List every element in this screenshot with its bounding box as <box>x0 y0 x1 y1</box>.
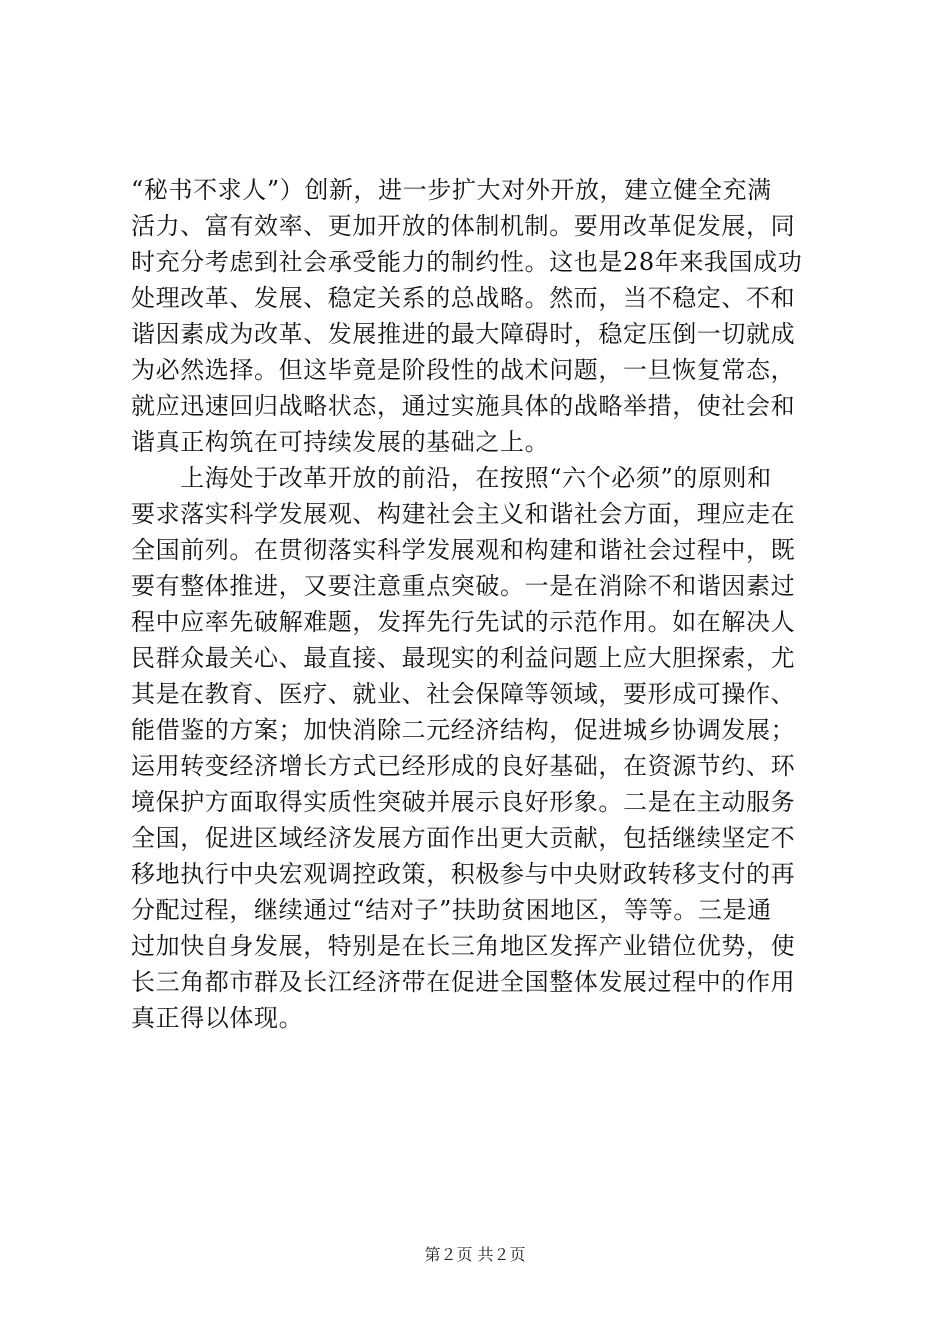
text-line: 境保护方面取得实质性突破并展示良好形象。二是在主动服务 <box>131 788 796 816</box>
text-line: 时充分考虑到社会承受能力的制约性。这也是28年来我国成功 <box>131 248 803 276</box>
text-line: 移地执行中央宏观调控政策，积极参与中央财政转移支付的再 <box>131 860 796 888</box>
text-line: 长三角都市群及长江经济带在促进全国整体发展过程中的作用 <box>131 968 796 996</box>
text-line: 谐真正构筑在可持续发展的基础之上。 <box>131 428 550 456</box>
text-line: 处理改革、发展、稳定关系的总战略。然而，当不稳定、不和 <box>131 284 796 312</box>
text-line: 上海处于改革开放的前沿，在按照“六个必须”的原则和 <box>131 464 772 492</box>
text-line: 民群众最关心、最直接、最现实的利益问题上应大胆探索，尤 <box>131 644 796 672</box>
text-line: 程中应率先破解难题，发挥先行先试的示范作用。如在解决人 <box>131 608 796 636</box>
text-line: 过加快自身发展，特别是在长三角地区发挥产业错位优势，使 <box>131 932 796 960</box>
text-line: 活力、富有效率、更加开放的体制机制。要用改革促发展，同 <box>131 212 796 240</box>
text-line: 真正得以体现。 <box>131 1004 304 1032</box>
document-body <box>131 172 821 1036</box>
text-line: 为必然选择。但这毕竟是阶段性的战术问题，一旦恢复常态， <box>131 356 796 384</box>
text-line: 分配过程，继续通过“结对子”扶助贫困地区，等等。三是通 <box>131 896 772 924</box>
text-line: 谐因素成为改革、发展推进的最大障碍时，稳定压倒一切就成 <box>131 320 796 348</box>
text-line: 全国，促进区域经济发展方面作出更大贡献，包括继续坚定不 <box>131 824 796 852</box>
text-line: 就应迅速回归战略状态，通过实施具体的战略举措，使社会和 <box>131 392 796 420</box>
text-line: 运用转变经济增长方式已经形成的良好基础，在资源节约、环 <box>131 752 796 780</box>
page-number-footer: 第２页 共２页 <box>424 1245 526 1264</box>
text-line: 要求落实科学发展观、构建社会主义和谐社会方面，理应走在 <box>131 500 796 528</box>
text-line: “秘书不求人”）创新，进一步扩大对外开放，建立健全充满 <box>131 176 772 204</box>
text-line: 其是在教育、医疗、就业、社会保障等领域，要形成可操作、 <box>131 680 796 708</box>
text-line: 全国前列。在贯彻落实科学发展观和构建和谐社会过程中，既 <box>131 536 796 564</box>
text-line: 要有整体推进，又要注意重点突破。一是在消除不和谐因素过 <box>131 572 796 600</box>
text-line: 能借鉴的方案；加快消除二元经济结构，促进城乡协调发展； <box>131 716 796 744</box>
